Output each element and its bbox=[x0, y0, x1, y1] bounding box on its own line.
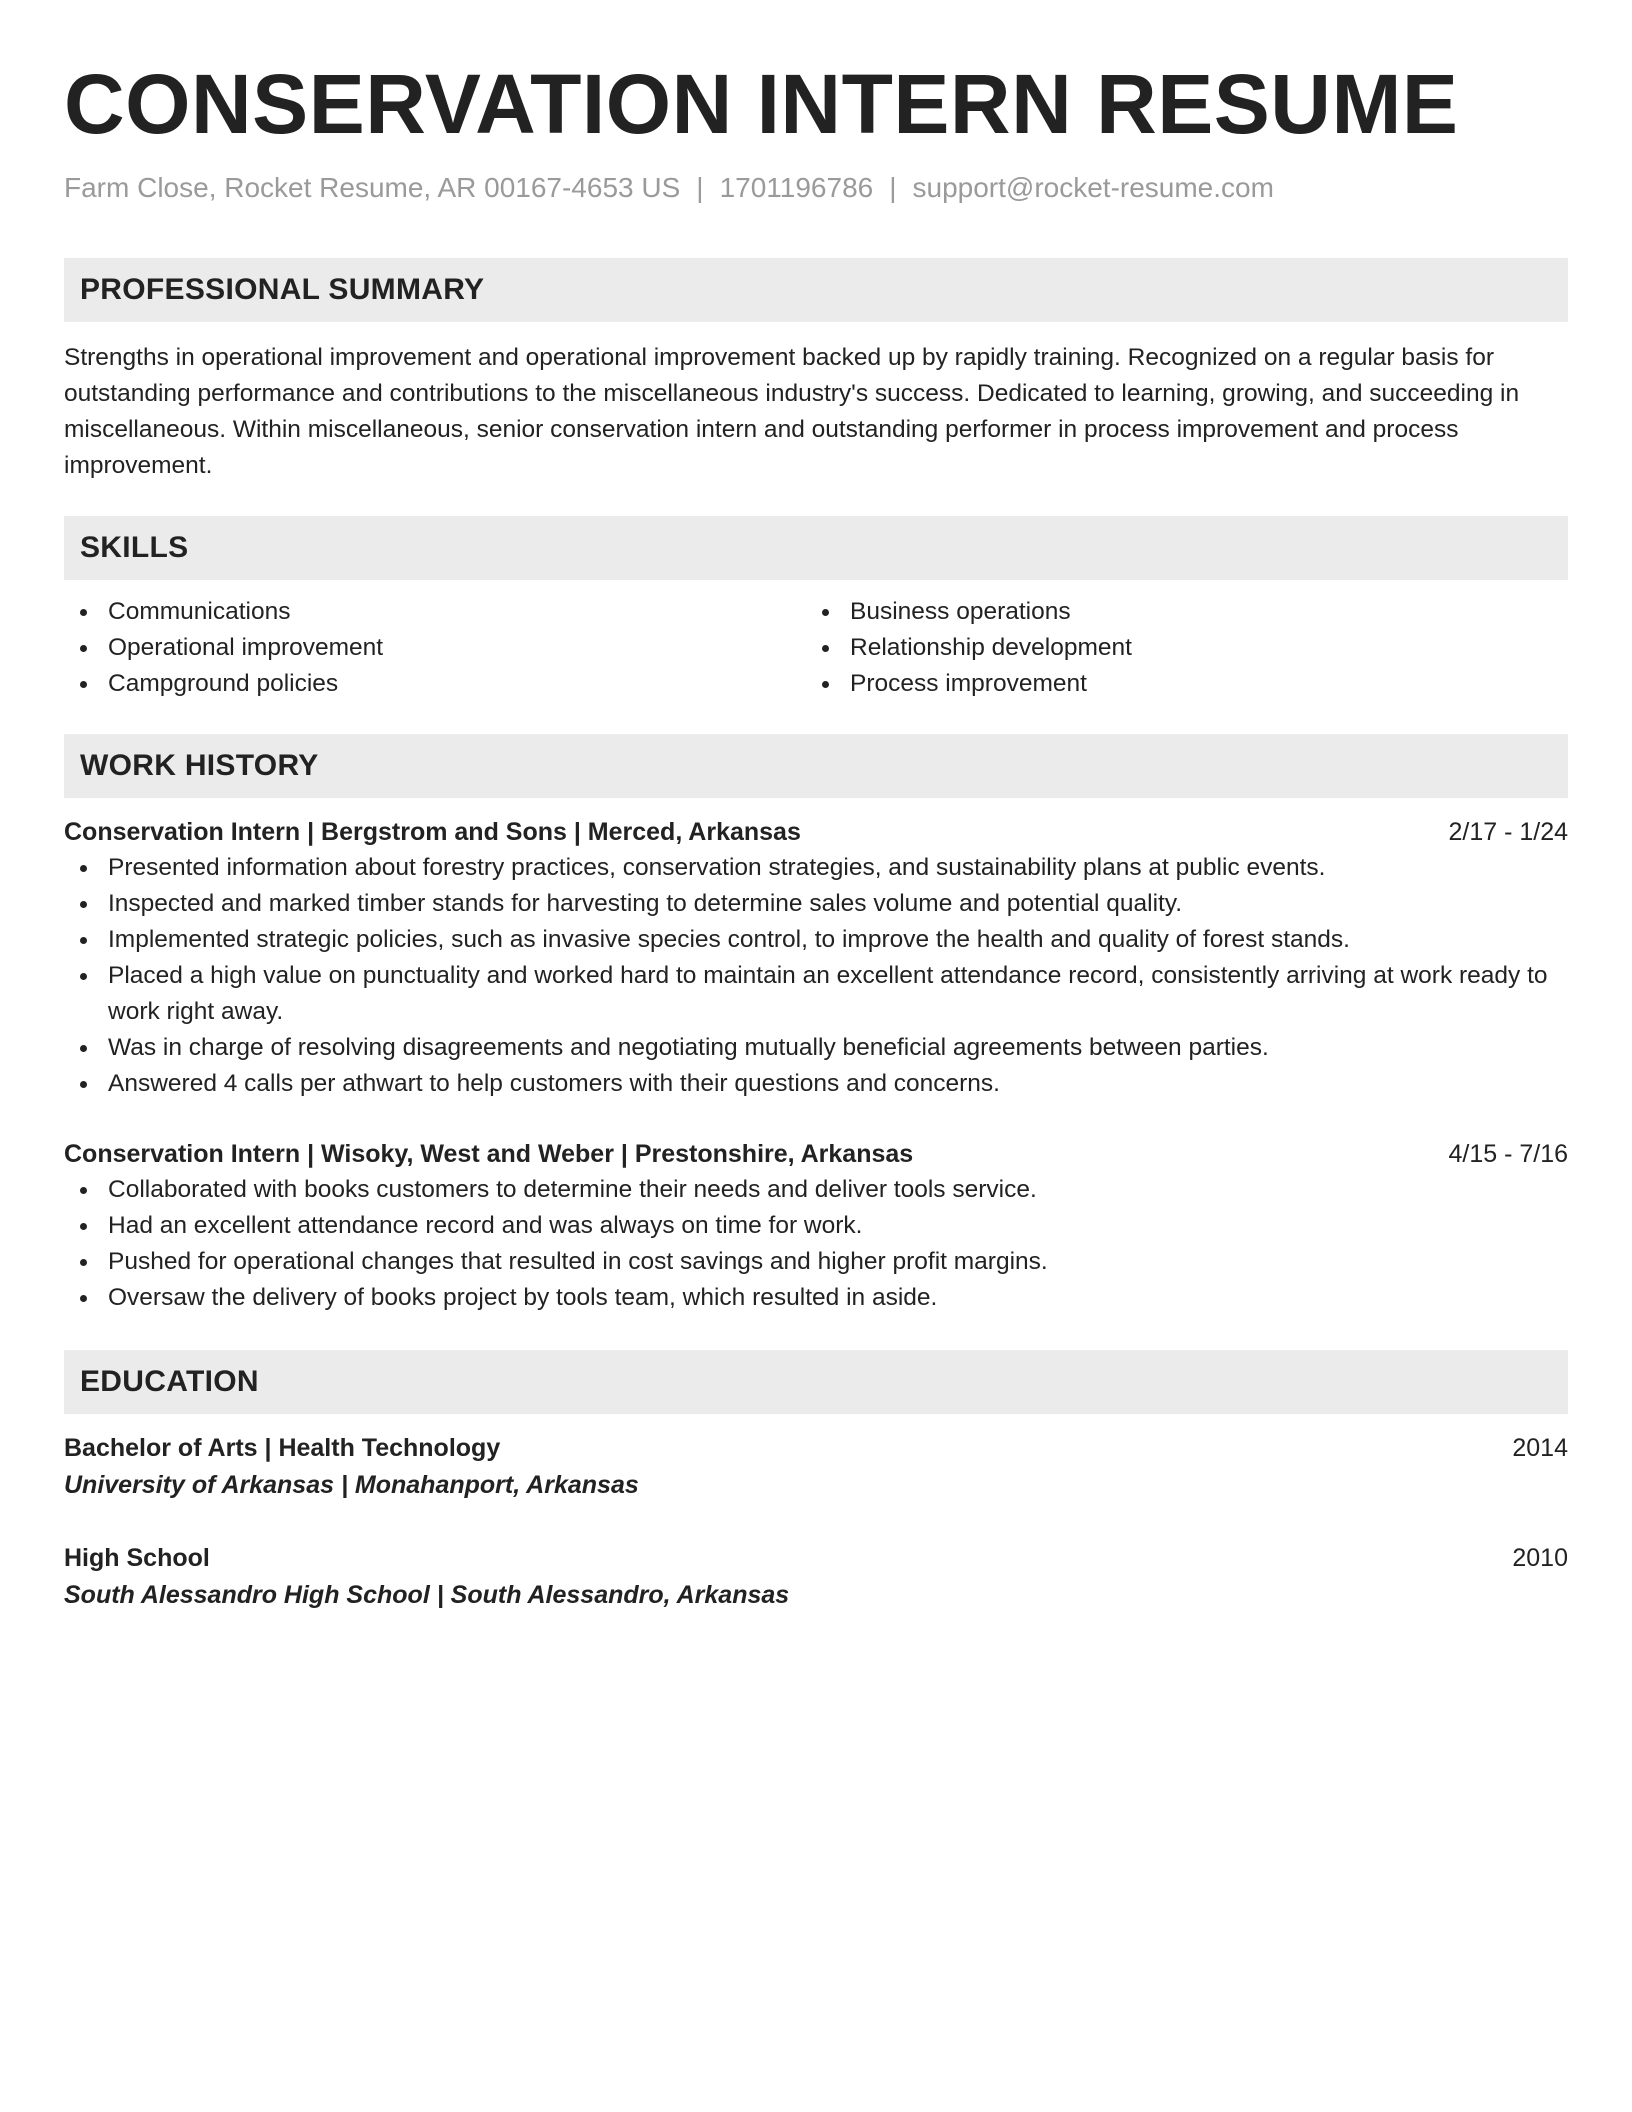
skill-item: Operational improvement bbox=[64, 630, 806, 666]
skills-column-right bbox=[806, 594, 1568, 702]
job-header bbox=[64, 814, 1568, 850]
education-school: South Alessandro High School | South Alessandro, Arkansas bbox=[64, 1581, 790, 1609]
skills-list bbox=[64, 594, 1568, 702]
education-entry bbox=[64, 1540, 1568, 1614]
resume-title: CONSERVATION INTERN RESUME bbox=[64, 57, 1459, 151]
contact-email: support@rocket-resume.com bbox=[912, 172, 1274, 203]
education-degree-line bbox=[64, 1430, 1568, 1466]
skills-heading: SKILLS bbox=[64, 516, 1568, 580]
work-history-heading: WORK HISTORY bbox=[64, 734, 1568, 798]
contact-separator: | bbox=[889, 172, 897, 203]
job-duties-list bbox=[64, 850, 1568, 1102]
skill-item: Business operations bbox=[806, 594, 1568, 630]
summary-heading: PROFESSIONAL SUMMARY bbox=[64, 258, 1568, 322]
job-duty: Was in charge of resolving disagreements and negotiating mutually beneficial agreements between parties. bbox=[64, 1030, 1568, 1066]
job-dates: 2/17 - 1/24 bbox=[1448, 818, 1568, 846]
job-duty: Presented information about forestry practices, conservation strategies, and sustainability plans at public events. bbox=[64, 850, 1568, 886]
job-dates: 4/15 - 7/16 bbox=[1448, 1140, 1568, 1168]
summary-text: Strengths in operational improvement and operational improvement backed up by rapidly training. Recognized on a regular basis for outstanding performance and contributions to the miscellaneous industry's success. Dedicated to learning, growing, and succeeding in miscellaneous. Within miscellaneous, senior conservation intern and outstanding performer in process improvement and process improvement. bbox=[64, 344, 1520, 479]
education-degree-line bbox=[64, 1540, 1568, 1576]
education-heading: EDUCATION bbox=[64, 1350, 1568, 1414]
job-duty: Inspected and marked timber stands for harvesting to determine sales volume and potential quality. bbox=[64, 886, 1568, 922]
job-duty: Answered 4 calls per athwart to help customers with their questions and concerns. bbox=[64, 1066, 1568, 1102]
job-duty: Collaborated with books customers to determine their needs and deliver tools service. bbox=[64, 1172, 1568, 1208]
education-entry bbox=[64, 1430, 1568, 1504]
contact-line bbox=[64, 170, 1568, 206]
skills-column-left bbox=[64, 594, 806, 702]
education-year: 2010 bbox=[1512, 1544, 1568, 1572]
skill-item: Campground policies bbox=[64, 666, 806, 702]
job-duty: Oversaw the delivery of books project by tools team, which resulted in aside. bbox=[64, 1280, 1568, 1316]
contact-address: Farm Close, Rocket Resume, AR 00167-4653 US bbox=[64, 172, 681, 203]
job-duty: Pushed for operational changes that resulted in cost savings and higher profit margins. bbox=[64, 1244, 1568, 1280]
education-school: University of Arkansas | Monahanport, Arkansas bbox=[64, 1471, 639, 1499]
job-duty: Had an excellent attendance record and was always on time for work. bbox=[64, 1208, 1568, 1244]
job-header bbox=[64, 1136, 1568, 1172]
job-duty: Implemented strategic policies, such as invasive species control, to improve the health and quality of forest stands. bbox=[64, 922, 1568, 958]
skill-item: Process improvement bbox=[806, 666, 1568, 702]
skill-item: Relationship development bbox=[806, 630, 1568, 666]
education-year: 2014 bbox=[1512, 1434, 1568, 1462]
education-degree: Bachelor of Arts | Health Technology bbox=[64, 1434, 501, 1462]
job-title: Conservation Intern | Wisoky, West and Weber | Prestonshire, Arkansas bbox=[64, 1140, 914, 1168]
job-duty: Placed a high value on punctuality and worked hard to maintain an excellent attendance record, consistently arriving at work ready to work right away. bbox=[64, 958, 1568, 1030]
contact-separator: | bbox=[696, 172, 704, 203]
contact-phone: 1701196786 bbox=[719, 172, 874, 203]
education-degree: High School bbox=[64, 1544, 210, 1572]
job-duties-list bbox=[64, 1172, 1568, 1316]
job-title: Conservation Intern | Bergstrom and Sons | Merced, Arkansas bbox=[64, 818, 801, 846]
skill-item: Communications bbox=[64, 594, 806, 630]
